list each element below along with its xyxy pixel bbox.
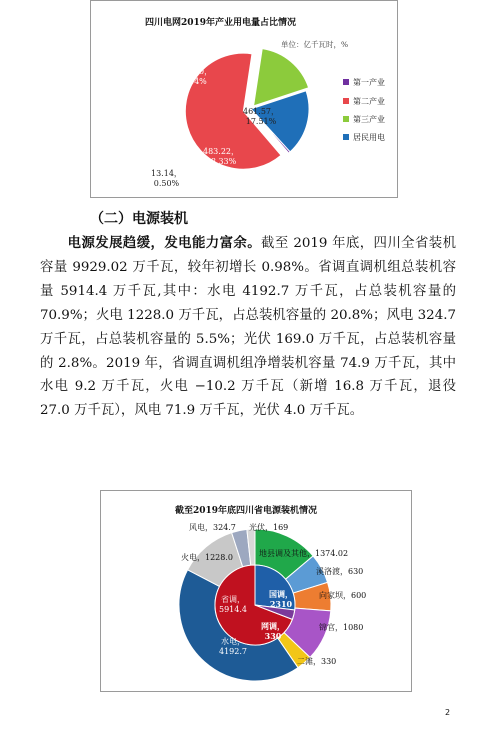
chart1-label-secondary (171, 67, 212, 87)
chart2-label-wangdiao (261, 621, 285, 641)
paragraph-body: 截至 2019 年底，四川全省装机容量 9929.02 万千瓦，较年初增长 0.98%。省调直调机组总装机容量 5914.4 万千瓦,其中：水电 4192.7 万千瓦，占总装机容量的 70.9%；火电 1228.0 万千瓦，占总装机容量的 20.8%；风电 324.7 万千瓦，占总装机容量的 5.5%；光伏 169.0 万千瓦，占总装机容量的 2.8%。2019 年，省调直调机组净增装机容量 74.9 万千瓦，其中水电 9.2 万千瓦，火电 −10.2 万千瓦（新增 16.8 万千瓦，退役 27.0 万千瓦），风电 71.9 万千瓦，光伏 4.0 万千瓦。 (40, 236, 457, 419)
chart2-label-wangdiao-name: 网调， (261, 621, 285, 631)
chart2-label-guodiao (269, 589, 293, 609)
chart2-label-difang: 地县调及其他，1374.02 (259, 549, 349, 558)
chart1-label-tertiary-value: 461.57， (243, 107, 279, 116)
chart1-legend-residential (343, 132, 385, 143)
chart2-label-shengdiao-name: 省调， (221, 595, 245, 604)
chart1-legend-tertiary (343, 114, 385, 125)
legend-label-tertiary: 第三产业 (353, 115, 385, 124)
chart1-title: 四川电网2019年产业用电量占比情况 (145, 18, 297, 28)
chart1-label-tertiary-pct: 17.51% (245, 117, 277, 126)
legend-label-primary: 第一产业 (353, 78, 385, 87)
chart1-unit: 单位：亿千瓦时，% (281, 40, 349, 49)
chart1-label-residential-pct: 18.33% (205, 157, 237, 166)
chart1-label-tertiary (243, 107, 279, 127)
paragraph-lead: 电源发展趋缓，发电能力富余。 (67, 235, 262, 251)
legend-label-residential: 居民用电 (353, 133, 385, 142)
chart1-legend-secondary (343, 96, 385, 107)
chart2-label-shuidian-value: 4192.7 (219, 647, 247, 656)
page-number: 2 (445, 708, 451, 717)
chart2-label-jinguan: 锦官，1080 (319, 623, 364, 632)
chart2-label-fengdian: 风电，324.7 (189, 523, 236, 532)
legend-swatch-tertiary (343, 116, 349, 122)
chart2-label-guangfu: 光伏，169 (249, 523, 289, 532)
chart2-label-shuidian (219, 637, 247, 657)
chart2-label-huodian: 火电，1228.0 (181, 553, 233, 562)
legend-swatch-secondary (343, 98, 349, 104)
chart2-title: 截至2019年底四川省电源装机情况 (175, 506, 318, 516)
chart1-label-secondary-pct: 63.64% (176, 77, 207, 86)
chart1-legend-primary (343, 77, 385, 88)
chart1-label-residential (203, 147, 239, 167)
chart2-label-wangdiao-value: 330 (264, 631, 282, 641)
figure-industry-pie (90, 0, 398, 198)
chart1-label-primary-value: 13.14， (151, 169, 182, 178)
legend-swatch-primary (343, 79, 349, 85)
chart2-label-shengdiao-value: 5914.4 (219, 605, 247, 614)
chart2-label-guodiao-name: 国调， (269, 589, 293, 599)
chart1-label-primary-pct: 0.50% (153, 179, 180, 188)
chart2-label-shuidian-name: 水电， (221, 637, 245, 646)
chart2-label-xiangjiaba: 向家坝，600 (319, 591, 367, 600)
chart2-label-guodiao-value: 2310 (269, 599, 293, 609)
section-heading: （二）电源装机 (90, 211, 188, 227)
legend-swatch-residential (343, 134, 349, 140)
legend-label-secondary: 第二产业 (353, 97, 385, 106)
chart2-label-ertan: 二滩，330 (297, 657, 337, 666)
chart2-label-xiluodu: 溪洛渡，630 (316, 567, 364, 576)
chart1-label-primary (151, 169, 182, 189)
figure-capacity-pie (100, 490, 412, 692)
chart1-label-secondary-value: 1677.40， (171, 67, 213, 76)
section-paragraph (40, 232, 456, 423)
chart1-label-residential-value: 483.22， (203, 147, 239, 156)
chart2-label-shengdiao (219, 595, 247, 615)
